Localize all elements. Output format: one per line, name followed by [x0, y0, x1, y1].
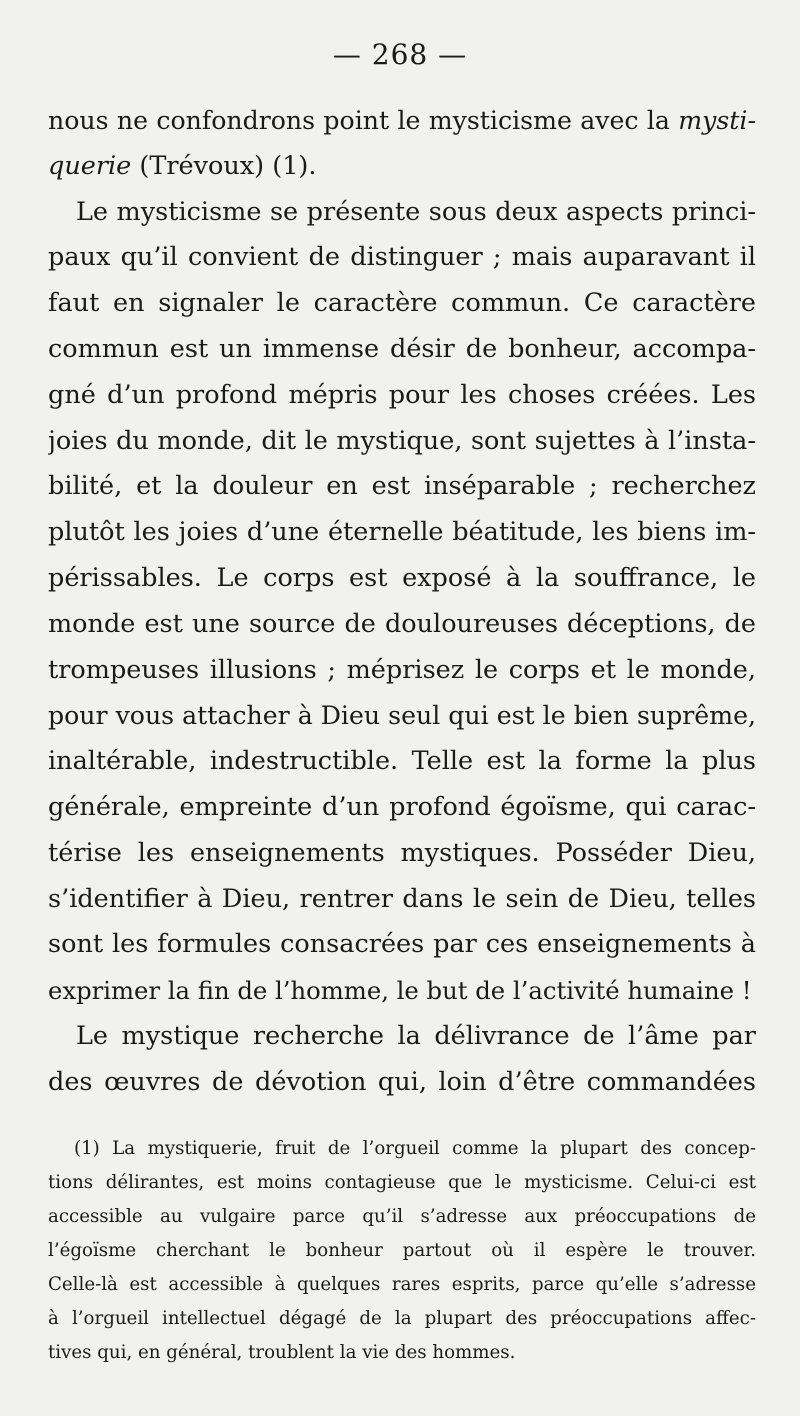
text-line: Le mysticisme se présente sous deux aspects princi-: [76, 196, 756, 227]
italic-term: querie: [48, 150, 132, 181]
text-line: inaltérable, indestructible. Telle est la forme la plus: [48, 746, 756, 777]
text-line: générale, empreinte d’un profond égoïsme, qui carac-: [48, 791, 756, 822]
footnote: [48, 1132, 756, 1370]
text-line: faut en signaler le caractère commun. Ce caractère: [48, 288, 756, 319]
text-line: plutôt les joies d’une éternelle béatitude, les biens im-: [48, 517, 756, 548]
text-line: joies du monde, dit le mystique, sont sujettes à l’insta-: [48, 425, 756, 456]
text-line: s’identifier à Dieu, rentrer dans le sein de Dieu, telles: [48, 883, 756, 914]
footnote-line: tives qui, en général, troublent la vie des hommes.: [48, 1342, 516, 1363]
text-line: querie (Trévoux) (1).: [48, 150, 317, 181]
italic-term: mysti-: [678, 106, 756, 135]
text-line: monde est une source de douloureuses déceptions, de: [48, 608, 756, 639]
footnote-line: tions délirantes, est moins contagieuse que le mysticisme. Celui-ci est: [48, 1172, 756, 1193]
page-number: — 268 —: [332, 38, 468, 71]
footnote-line: (1) La mystiquerie, fruit de l’orgueil comme la plupart des concep-: [74, 1138, 756, 1159]
text-line: périssables. Le corps est exposé à la souffrance, le: [48, 562, 756, 593]
main-text: [48, 98, 756, 1106]
text-line: des œuvres de dévotion qui, loin d’être commandées: [48, 1066, 756, 1097]
text-line: bilité, et la douleur en est inséparable ; recherchez: [48, 471, 756, 502]
footnote-line: Celle-là est accessible à quelques rares esprits, parce qu’elle s’adresse: [48, 1274, 756, 1295]
footnote-line: accessible au vulgaire parce qu’il s’adresse aux préoccupations de: [48, 1206, 756, 1227]
text-line: paux qu’il convient de distinguer ; mais auparavant il: [48, 242, 756, 273]
text-line: nous ne confondrons point le mysticisme avec la mysti-: [48, 106, 756, 135]
text-line: pour vous attacher à Dieu seul qui est le bien suprême,: [48, 701, 756, 731]
text-line: térise les enseignements mystiques. Posséder Dieu,: [48, 837, 756, 868]
text-line: sont les formules consacrées par ces enseignements à: [48, 929, 756, 960]
text-line: commun est un immense désir de bonheur, accompa-: [48, 333, 756, 364]
text-line: gné d’un profond mépris pour les choses créées. Les: [48, 379, 756, 410]
text-line: exprimer la fin de l’homme, le but de l’activité humaine !: [48, 976, 752, 1006]
text-line: Le mystique recherche la délivrance de l’âme par: [76, 1020, 756, 1051]
footnote-line: à l’orgueil intellectuel dégagé de la plupart des préoccupations affec-: [48, 1308, 756, 1329]
footnote-line: l’égoïsme cherchant le bonheur partout où il espère le trouver.: [48, 1240, 756, 1261]
text-line: trompeuses illusions ; méprisez le corps et le monde,: [48, 654, 756, 685]
